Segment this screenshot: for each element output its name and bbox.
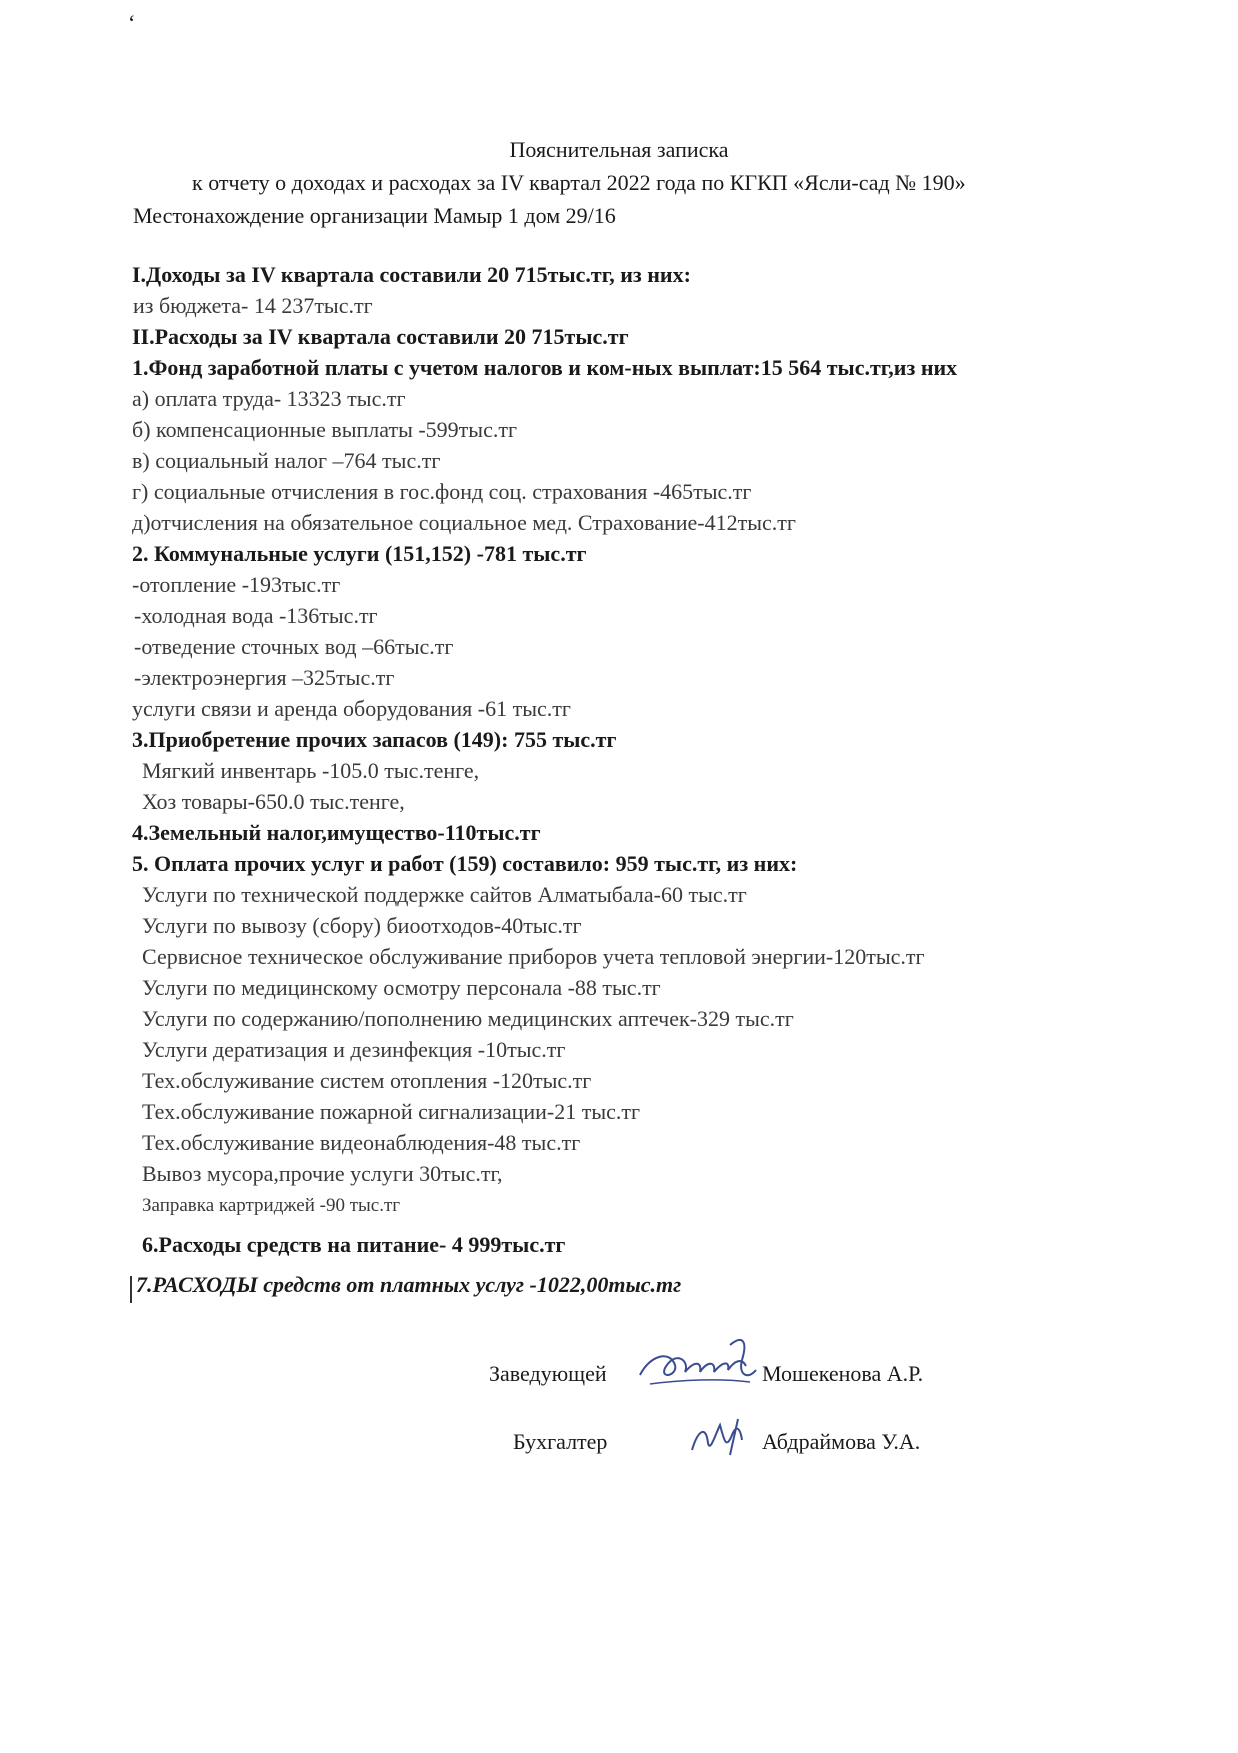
document-title: Пояснительная записка — [509, 137, 729, 162]
report-line: в) социальный налог –764 тыс.тг — [132, 448, 441, 473]
report-line: б) компенсационные выплаты -599тыс.тг — [132, 417, 517, 442]
report-line: -отопление -193тыс.тг — [132, 572, 341, 597]
report-line: Услуги по вывозу (сбору) биоотходов-40тыс.тг — [142, 913, 582, 938]
accountant-role: Бухгалтер — [513, 1429, 608, 1454]
report-line: Услуги по технической поддержке сайтов Алматыбала-60 тыс.тг — [142, 882, 747, 907]
report-line: Мягкий инвентарь -105.0 тыс.тенге, — [142, 758, 480, 783]
director-role: Заведующей — [489, 1361, 607, 1386]
margin-bar — [130, 1276, 132, 1303]
report-line: из бюджета- 14 237тыс.тг — [133, 293, 373, 318]
report-line: д)отчисления на обязательное социальное мед. Страхование-412тыс.тг — [132, 510, 796, 535]
report-line: Услуги по содержанию/пополнению медицинских аптечек-329 тыс.тг — [142, 1006, 794, 1031]
income-heading: I.Доходы за IV квартала составили 20 715тыс.тг, из них: — [132, 262, 691, 287]
report-line: Заправка картриджей -90 тыс.тг — [142, 1195, 401, 1216]
report-line: Вывоз мусора,прочие услуги 30тыс.тг, — [142, 1161, 503, 1186]
section-heading: 1.Фонд заработной платы с учетом налогов и ком-ных выплат:15 564 тыс.тг,из них — [132, 355, 958, 380]
report-line: а) оплата труда- 13323 тыс.тг — [132, 386, 406, 411]
report-line: -холодная вода -136тыс.тг — [134, 603, 378, 628]
accountant-signature — [680, 1405, 770, 1465]
report-line: Услуги дератизация и дезинфекция -10тыс.тг — [142, 1037, 566, 1062]
section-heading: 3.Приобретение прочих запасов (149): 755 тыс.тг — [132, 727, 617, 752]
report-line: -отведение сточных вод –66тыс.тг — [134, 634, 454, 659]
report-line: услуги связи и аренда оборудования -61 тыс.тг — [132, 696, 571, 721]
report-line: Тех.обслуживание систем отопления -120тыс.тг — [142, 1068, 592, 1093]
report-line: -электроэнергия –325тыс.тг — [134, 665, 395, 690]
section-heading: 2. Коммунальные услуги (151,152) -781 тыс.тг — [132, 541, 587, 566]
document-subtitle: к отчету о доходах и расходах за IV квартал 2022 года по КГКП «Ясли-сад № 190» — [192, 170, 966, 195]
report-line: Услуги по медицинскому осмотру персонала -88 тыс.тг — [142, 975, 661, 1000]
paid-services-heading: 7.РАСХОДЫ средств от платных услуг -1022,00тыс.тг — [136, 1272, 682, 1297]
report-line: Сервисное техническое обслуживание приборов учета тепловой энергии-120тыс.тг — [142, 944, 925, 969]
organization-location: Местонахождение организации Мамыр 1 дом 29/16 — [133, 203, 616, 228]
director-name: Мошекенова А.Р. — [762, 1361, 924, 1386]
report-line: Тех.обслуживание пожарной сигнализации-21 тыс.тг — [142, 1099, 641, 1124]
report-line: г) социальные отчисления в гос.фонд соц. страхования -465тыс.тг — [132, 479, 752, 504]
section-heading: 6.Расходы средств на питание- 4 999тыс.тг — [142, 1232, 566, 1257]
report-line: Тех.обслуживание видеонаблюдения-48 тыс.тг — [142, 1130, 581, 1155]
section-heading: 5. Оплата прочих услуг и работ (159) составило: 959 тыс.тг, из них: — [132, 851, 798, 876]
report-line: Хоз товары-650.0 тыс.тенге, — [142, 789, 405, 814]
director-signature — [630, 1320, 770, 1400]
accountant-name: Абдраймова У.А. — [762, 1429, 921, 1454]
corner-mark: ʻ — [128, 10, 136, 35]
section-heading: 4.Земельный налог,имущество-110тыс.тг — [132, 820, 541, 845]
expenses-heading: II.Расходы за IV квартала составили 20 715тыс.тг — [132, 324, 629, 349]
